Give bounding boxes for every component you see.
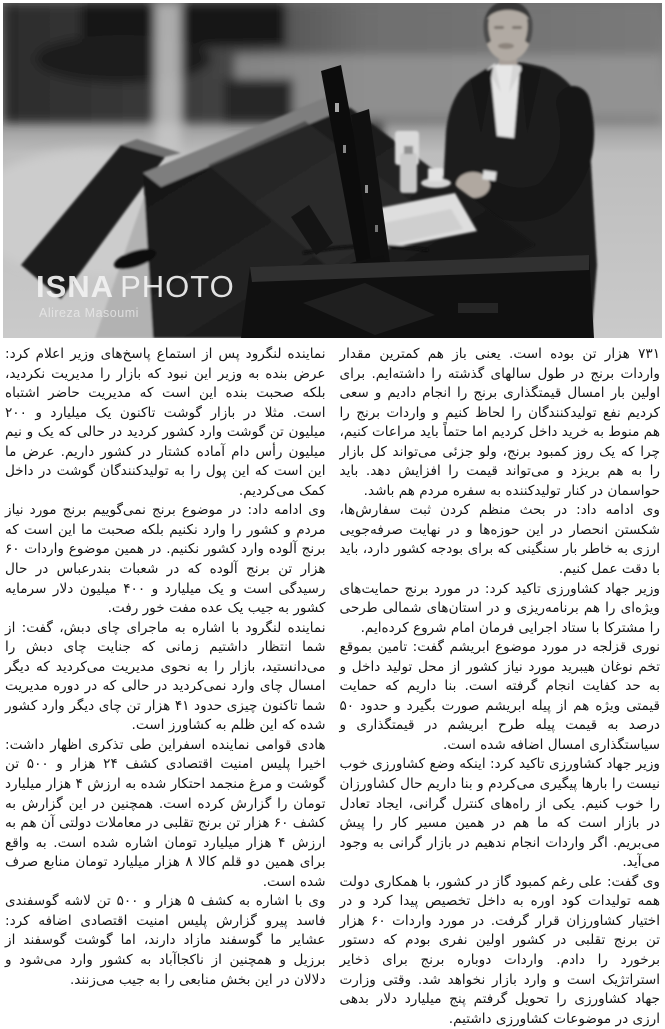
article-paragraph: وی ادامه داد: در بحث منظم کردن ثبت سفارش‌ها، شکستن انحصار در این حوزه‌ها و در نهایت صرفه‌جویی ارزی به خاطر بار سنگینی که برای بودجه کشور دارد، باید با دقت عمل کنیم. [339, 502, 660, 578]
photo-watermark [36, 271, 235, 302]
watermark-isna-text: ISNA [36, 269, 115, 304]
article-paragraph: وزیر جهاد کشاورزی تاکید کرد: در مورد برنج حمایت‌های ویژه‌ای را هم برنامه‌ریزی و در استان‌های شمالی طرحی را مشترکا با ستاد اجرایی فرمان امام شروع کرده‌ایم. [339, 580, 660, 636]
article-paragraph: وی با اشاره به کشف ۵ هزار و ۵۰۰ تن لاشه گوسفندی فاسد پیرو گزارش پلیس امنیت اقتصادی اضافه کرد: عشایر ما گوسفند مازاد دارند، اما گوشت گوسفند از برزیل و همچنین از ناکجاآباد به کشور وارد می‌شود و دلالان در این بخش منابعی را به جیب می‌زنند. [5, 893, 326, 988]
article-paragraph: وزیر جهاد کشاورزی تاکید کرد: اینکه وضع کشاورزی خوب نیست را بارها پیگیری می‌کردم و بنا داریم حال کشاورزان را خوب کنیم. یکی از راه‌های کنترل گرانی، ایجاد تعادل در بازار است که ما هم در همین مسیر کار را پیش می‌بریم. اگر واردات انجام ندهیم در بازار گرانی به وجود می‌آید. [339, 756, 660, 871]
article-body [5, 345, 660, 1027]
article-paragraph: نماینده لنگرود پس از استماع پاسخ‌های وزیر اعلام کرد: عرض بنده به وزیر این نبود که بازار را مدیریت نکردید، بلکه صحبت بنده این است که مدیریت حاضر اشتباه است. مثلا در بازار گوشت تاکنون یک میلیارد و ۲۰۰ میلیون تن گوشت وارد کشور کردید در حالی که یک و نیم میلیون رأس دام آماده کشتار در کشور داریم. عرض ما این است که این پول را به تولیدکنندگان گوشت در داخل کمک می‌کردیم. [5, 346, 326, 499]
article-column-right [339, 345, 661, 1027]
watermark-photo-text: PHOTO [120, 269, 235, 304]
article-paragraph: ۷۳۱ هزار تن بوده است. یعنی باز هم کمترین مقدار واردات برنج در طول سالهای گذشته را داشته‌ایم. برای اولین بار امسال قیمتگذاری برنج را انجام دادیم و سعی کردیم نفع تولیدکنندگان را لحاظ کنیم و واردات برنج را هم منوط به خرید داخل کردیم اما حتماً باید مراعات کنیم، چرا که یک روز کمبود برنج، ولو جزئی می‌تواند کل بازار را به هم بریزد و می‌تواند قیمت را افزایش دهد. باید حواسمان در کنار تولیدکننده به سفره مردم هم باشد. [339, 346, 660, 499]
article-paragraph: نوری قزلجه در مورد موضوع ابریشم گفت: تامین بموقع تخم نوغان هیبرید مورد نیاز کشور از محل تولید داخل و به حد کفایت انجام گرفته است. بنا داریم که حمایت قیمتی ویژه هم از پیله ابریشم صورت بگیرد و حدود ۵۰ درصد به قیمت پیله طرح ابریشم در قیمتگذاری و سیاستگذاری امسال اضافه شده است. [339, 639, 660, 753]
photo-credit: Alireza Masoumi [39, 306, 139, 320]
article-paragraph: هادی قوامی نماینده اسفراین طی تذکری اظهار داشت: اخیرا پلیس امنیت اقتصادی کشف ۲۴ هزار و ۵۰۰ تن گوشت و مرغ منجمد احتکار شده به ارزش ۴ هزار میلیارد تومان را گزارش کرده است. همچنین در این گزارش به کشف ۶۰ هزار تن برنج تقلبی در معاملات دولتی آن هم به ارزش ۴ هزار میلیارد تومان اشاره شده است. به واقع برای همین دو قلم کالا ۸ هزار میلیارد تومان منابع صرف شده است. [5, 736, 326, 890]
article-paragraph: وی ادامه داد: در موضوع برنج نمی‌گوییم برنج مورد نیاز مردم و کشور را وارد نکنیم بلکه صحبت ما این است که برنج آلوده وارد کشور نکنیم. در همین موضوع واردات ۶۰ هزار تن برنج آلوده که در شعبات بندرعباس در حال رسیدگی است و یک میلیارد و ۴۰۰ میلیون دلار سرمایه کشور به جیب یک عده مفت خور رفت. [5, 502, 326, 617]
article-paragraph: وی گفت: علی رغم کمبود گاز در کشور، با همکاری دولت همه تولیدات کود اوره به داخل تخصیص پیدا کرد و در اختیار کشاورزان قرار گرفت. در مورد واردات ۶۰ هزار تن برنج تقلبی در کشور اولین نفری بودم که دستور برخورد را دادم. واردات دوباره برنج برای ذخایر استراتژیک است و وارد بازار نخواهد شد. وقتی وزارت جهاد کشاورزی را تحویل گرفتم پنج میلیارد دلار بدهی ارزی در موضوعات کشاورزی داشتیم. [339, 873, 660, 1027]
article-paragraph: نماینده لنگرود با اشاره به ماجرای چای دبش، گفت: از شما انتظار داشتیم زمانی که جنایت چای دبش را می‌دانستید، بازار را به نحوی مدیریت می‌کردید که دیگر امسال چای وارد نمی‌کردید در حالی که در دوره مدیریت شما تاکنون چیزی حدود ۴۱ هزار تن چای دیگر وارد کشور شده که این ظلم به کشاورز است. [5, 619, 326, 734]
article-column-left [5, 345, 326, 988]
article-photo [3, 3, 662, 338]
